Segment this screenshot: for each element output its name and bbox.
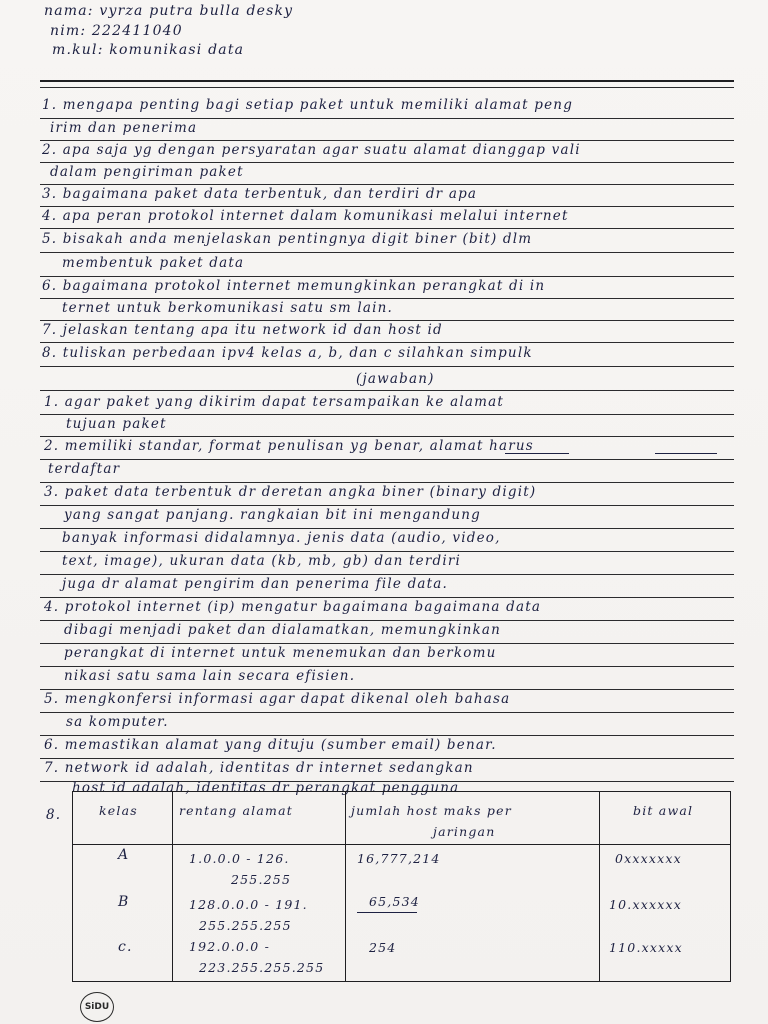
ruled-line [40,597,734,598]
answer-line: yang sangat panjang. rangkaian bit ini mengandung [64,507,481,523]
student-nim: nim: 222411040 [50,23,183,39]
ruled-line [40,252,734,253]
question-line: 2. apa saja yg dengan persyaratan agar suatu alamat dianggap vali [42,142,581,158]
table-divider [345,792,346,981]
notebook-brand-logo [80,992,114,1022]
row-a-range: 1.0.0.0 - 126. [189,851,290,866]
answer-line: sa komputer. [66,714,169,730]
answer-line: 2. memiliki standar, format penulisan yg benar, alamat harus [44,438,534,454]
ruled-line [40,505,734,506]
row-a-bit: 0xxxxxxx [615,851,682,866]
ipv4-class-table [72,791,731,982]
header-rentang-alamat: rentang alamat [179,803,293,818]
underline-mark [655,453,717,454]
ruled-line [40,228,734,229]
ruled-line [40,276,734,277]
ruled-line [40,574,734,575]
question-line: ternet untuk berkomunikasi satu sm lain. [62,300,393,316]
answer-line: 1. agar paket yang dikirim dapat tersampaikan ke alamat [44,394,504,410]
ruled-line [40,118,734,119]
ruled-line [40,162,734,163]
table-divider [172,792,173,981]
row-b-range-cont: 255.255.255 [199,918,292,933]
ruled-line [40,643,734,644]
answer-line: 5. mengkonfersi informasi agar dapat dikenal oleh bahasa [44,691,511,707]
notebook-brand-text: SiDU [84,1002,110,1012]
answer-line: nikasi satu sama lain secara efisien. [64,668,356,684]
question-line: 1. mengapa penting bagi setiap paket untuk memiliki alamat peng [42,97,574,113]
row-b-kelas: B [118,894,130,910]
ruled-line [40,320,734,321]
ruled-line [40,459,734,460]
answer-line: host id adalah, identitas dr perangkat pengguna [72,780,460,796]
row-b-range: 128.0.0.0 - 191. [189,897,308,912]
table-number: 8. [46,807,62,823]
question-line: membentuk paket data [62,255,245,271]
answer-line: banyak informasi didalamnya. jenis data (audio, video, [62,530,501,546]
ruled-line [40,184,734,185]
answers-title: (jawaban) [356,371,435,387]
ruled-line [40,414,734,415]
ruled-line [40,689,734,690]
ruled-line [40,735,734,736]
question-line: 4. apa peran protokol internet dalam komunikasi melalui internet [42,208,569,224]
answer-line: 3. paket data terbentuk dr deretan angka biner (binary digit) [44,484,537,500]
student-name: nama: vyrza putra bulla desky [44,3,294,19]
table-divider [599,792,600,981]
header-rule [40,80,734,82]
ruled-line [40,551,734,552]
question-line: 7. jelaskan tentang apa itu network id dan host id [42,322,443,338]
table-divider [73,844,730,845]
ruled-line [40,206,734,207]
answer-line: perangkat di internet untuk menemukan dan berkomu [64,645,497,661]
header-rule-2 [40,87,734,88]
row-b-hosts: 65,534 [369,894,420,909]
header-jumlah-host-cont: jaringan [433,824,496,839]
answer-line: juga dr alamat pengirim dan penerima file data. [62,576,449,592]
answer-line: text, image), ukuran data (kb, mb, gb) dan terdiri [62,553,462,569]
header-kelas: kelas [99,803,138,818]
ruled-line [40,482,734,483]
row-b-bit: 10.xxxxxx [609,897,682,912]
row-c-hosts: 254 [369,940,397,955]
ruled-line [40,366,734,367]
question-line: 8. tuliskan perbedaan ipv4 kelas a, b, dan c silahkan simpulk [42,345,533,361]
row-c-kelas: c. [118,939,133,955]
row-a-kelas: A [118,847,130,863]
question-line: dalam pengiriman paket [50,164,244,180]
ruled-line [40,712,734,713]
answer-line: 7. network id adalah, identitas dr internet sedangkan [44,760,474,776]
course-name: m.kul: komunikasi data [52,42,245,58]
row-a-hosts: 16,777,214 [357,851,441,866]
question-line: 6. bagaimana protokol internet memungkinkan perangkat di in [42,278,546,294]
ruled-line [40,436,734,437]
row-c-range: 192.0.0.0 - [189,939,271,954]
ruled-line [40,342,734,343]
ruled-line [40,528,734,529]
row-c-range-cont: 223.255.255.255 [199,960,325,975]
underline-mark [505,453,569,454]
underline-mark [357,912,417,913]
row-c-bit: 110.xxxxx [609,940,683,955]
header-bit-awal: bit awal [633,803,694,818]
answer-line: tujuan paket [66,416,167,432]
question-line: 3. bagaimana paket data terbentuk, dan terdiri dr apa [42,186,478,202]
question-line: 5. bisakah anda menjelaskan pentingnya digit biner (bit) dlm [42,231,533,247]
ruled-line [40,390,734,391]
header-jumlah-host: jumlah host maks per [351,803,512,818]
row-a-range-cont: 255.255 [231,872,292,887]
ruled-line [40,758,734,759]
answer-line: 6. memastikan alamat yang dituju (sumber email) benar. [44,737,497,753]
ruled-line [40,298,734,299]
ruled-line [40,620,734,621]
answer-line: dibagi menjadi paket dan dialamatkan, memungkinkan [64,622,502,638]
answer-line: 4. protokol internet (ip) mengatur bagaimana bagaimana data [44,599,542,615]
ruled-line [40,140,734,141]
answer-line: terdaftar [48,461,121,477]
ruled-line [40,666,734,667]
question-line: irim dan penerima [50,120,198,136]
